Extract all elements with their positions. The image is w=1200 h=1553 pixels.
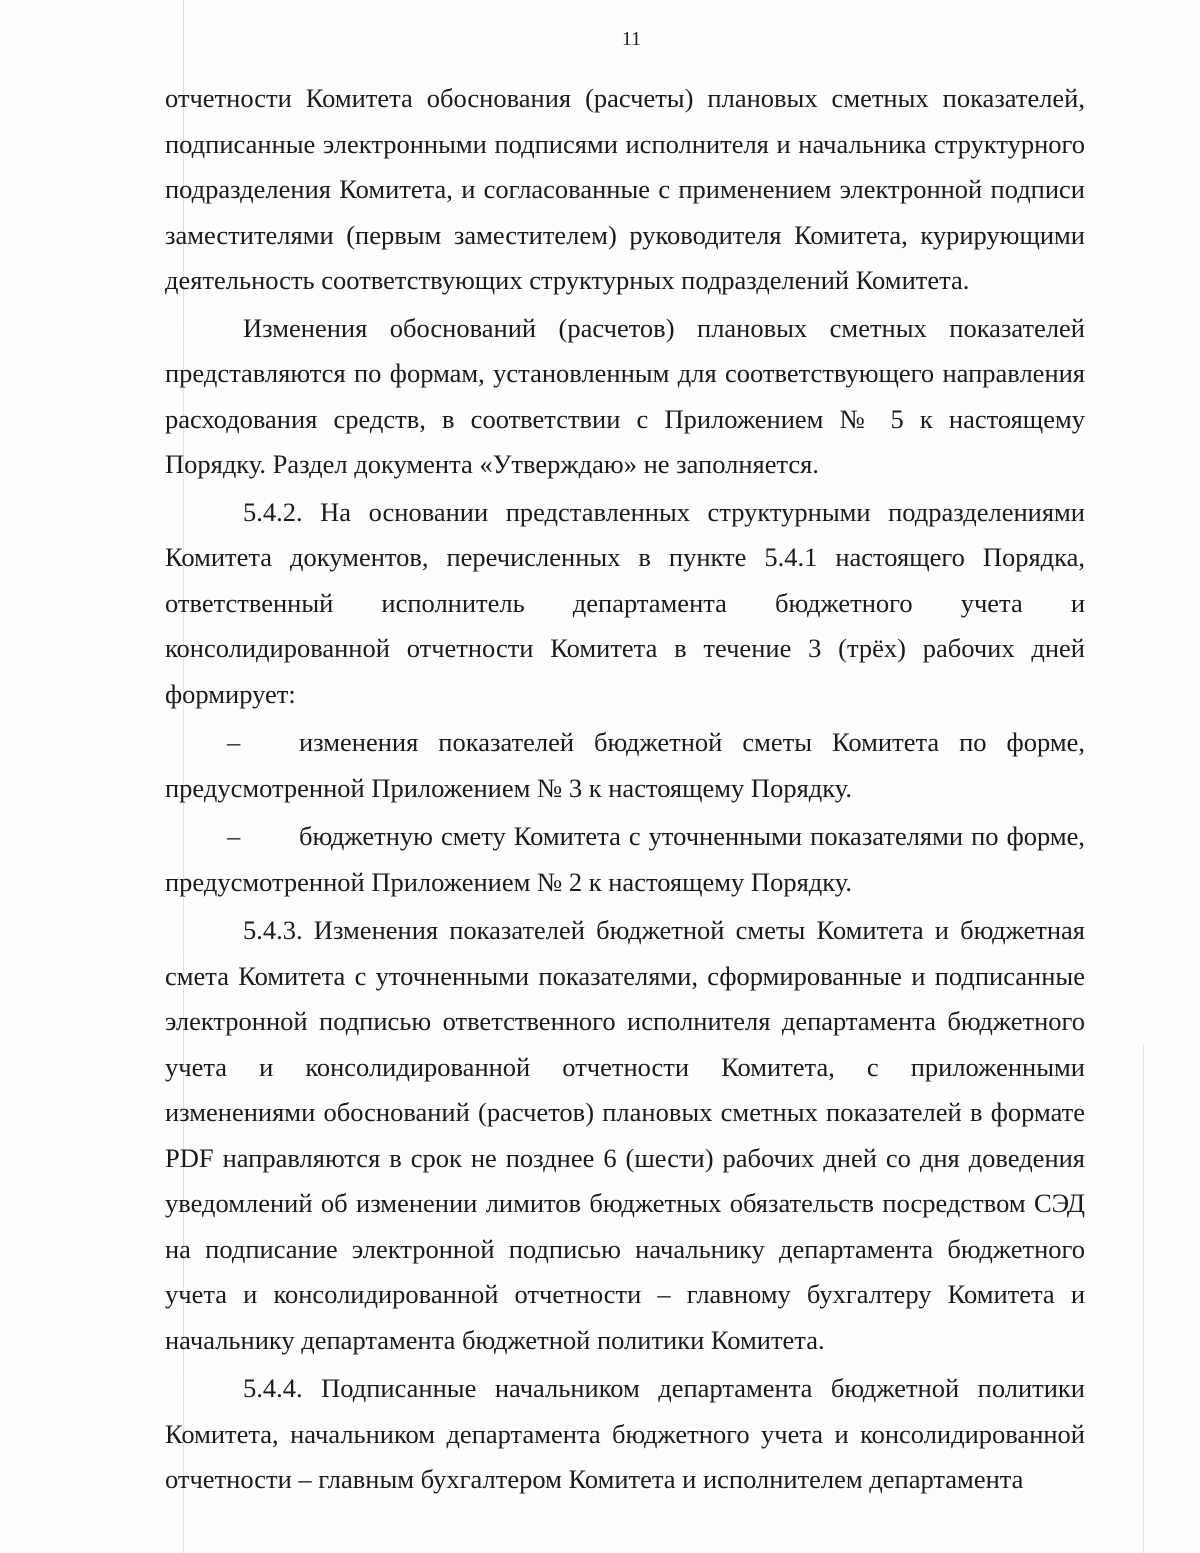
page-number: 11 [621, 28, 642, 50]
document-body [165, 76, 1085, 1503]
list-item-text: изменения показателей бюджетной сметы Комитета по форме, предусмотренной Приложением № 3 к настоящему Порядку. [165, 727, 1085, 803]
paragraph-5-4-3: 5.4.3. Изменения показателей бюджетной сметы Комитета и бюджетная смета Комитета с уточненными показателями, сформированные и подписанные электронной подписью ответственного исполнителя департамента бюджетного учета и консолидированной отчетности Комитета, с приложенными изменениями обоснований (расчетов) плановых сметных показателей в формате PDF направляются в срок не позднее 6 (шести) рабочих дней со дня доведения уведомлений об изменении лимитов бюджетных обязательств посредством СЭД на подписание электронной подписью начальнику департамента бюджетного учета и консолидированной отчетности – главному бухгалтеру Комитета и начальнику департамента бюджетной политики Комитета. [165, 915, 1085, 1355]
list-item [165, 720, 1085, 811]
paragraph-5-4-2: 5.4.2. На основании представленных структурными подразделениями Комитета документов, перечисленных в пункте 5.4.1 настоящего Порядка, ответственный исполнитель департамента бюджетного учета и консолидированной отчетности Комитета в течение 3 (трёх) рабочих дней формирует: [165, 496, 1085, 709]
list-item [165, 814, 1085, 905]
paragraph-5-4-4: 5.4.4. Подписанные начальником департамента бюджетной политики Комитета, начальником департамента бюджетного учета и консолидированной отчетности – главным бухгалтером Комитета и исполнителем департамента [165, 1373, 1085, 1494]
bullet-dash: – [227, 727, 241, 757]
paragraph-changes-justification: Изменения обоснований (расчетов) плановых сметных показателей представляются по формам, установленным для соответствующего направления расходования средств, в соответствии с Приложением № 5 к настоящему Порядку. Раздел документа «Утверждаю» не заполняется. [165, 312, 1085, 479]
bullet-dash: – [227, 821, 241, 851]
list-item-text: бюджетную смету Комитета с уточненными показателями по форме, предусмотренной Приложением № 2 к настоящему Порядку. [165, 821, 1085, 897]
paragraph-continuation: отчетности Комитета обоснования (расчеты) плановых сметных показателей, подписанные электронными подписями исполнителя и начальника структурного подразделения Комитета, и согласованные с применением электронной подписи заместителями (первым заместителем) руководителя Комитета, курирующими деятельность соответствующих структурных подразделений Комитета. [165, 83, 1085, 295]
scan-edge-line [1143, 1045, 1144, 1553]
